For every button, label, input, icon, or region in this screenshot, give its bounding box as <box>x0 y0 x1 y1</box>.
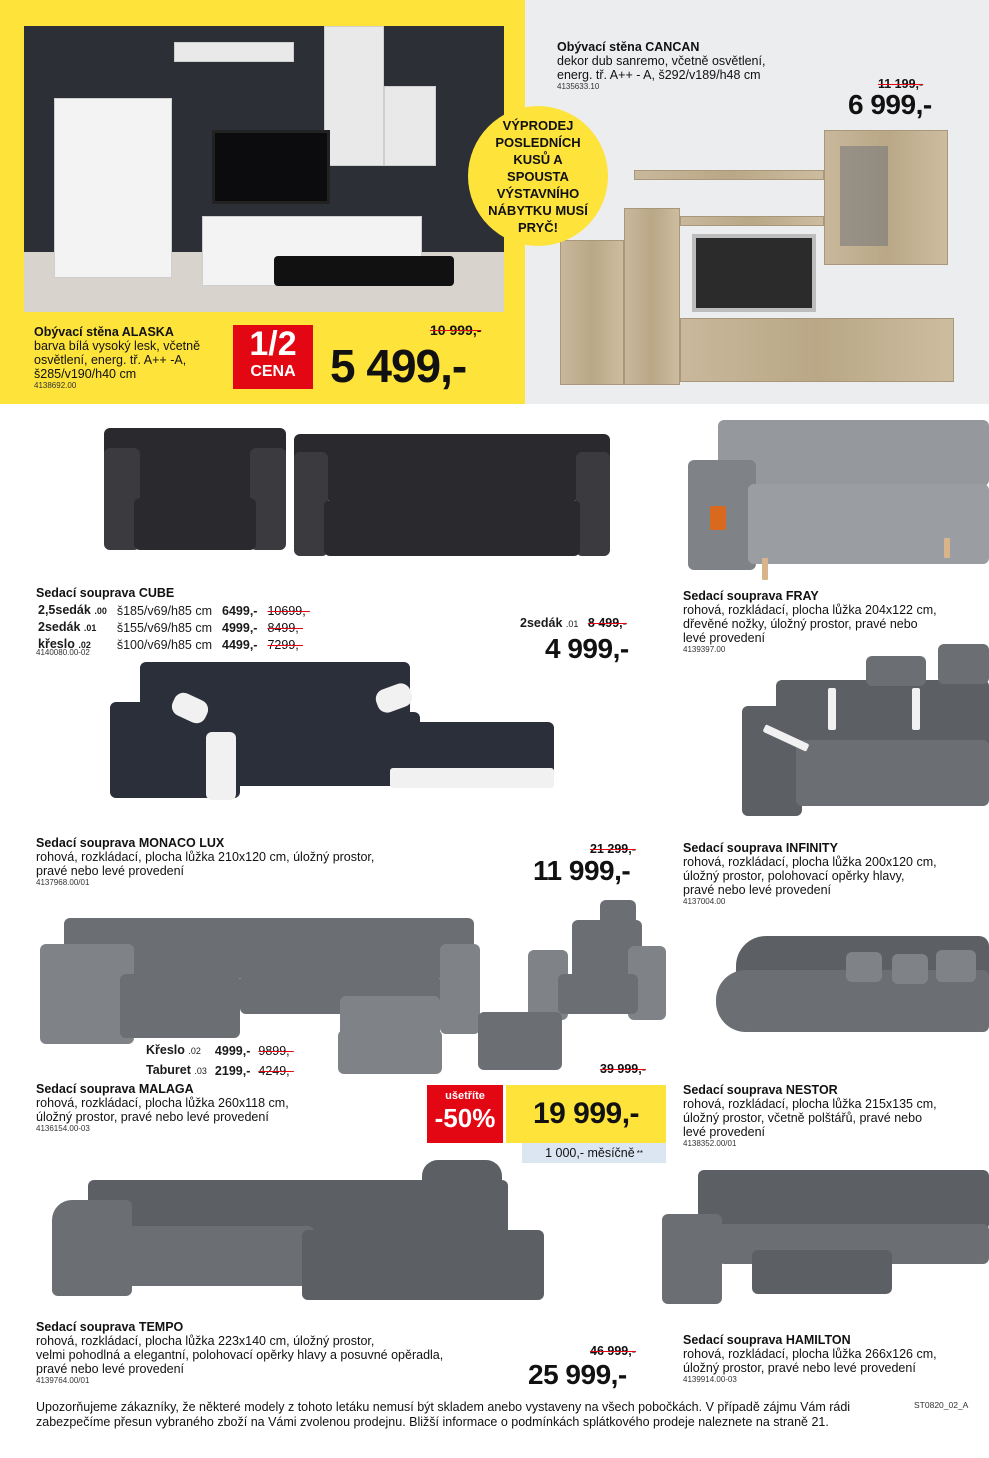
nestor-code: 4138352.00/01 <box>683 1139 737 1148</box>
malaga-price-box <box>506 1085 666 1143</box>
half-price-badge <box>233 325 313 389</box>
fray-title: Sedací souprava FRAY <box>683 589 819 603</box>
footer-line: Upozorňujeme zákazníky, že některé modely z tohoto letáku nemusí být skladem anebo vystaveny na všech pobočkách. V případě zájmu Vám rádi <box>36 1400 851 1414</box>
cancan-product-image <box>560 130 954 385</box>
tempo-code: 4139764.00/01 <box>36 1376 90 1385</box>
footer-disclaimer <box>36 1400 896 1430</box>
alaska-title: Obývací stěna ALASKA <box>34 325 174 339</box>
variant-name: křeslo <box>38 637 75 651</box>
table-row <box>146 1042 300 1060</box>
fray-sofa-image <box>688 420 989 590</box>
nestor-desc-line: rohová, rozkládací, plocha lůžka 215x135 cm, <box>683 1097 937 1111</box>
hamilton-desc-line: úložný prostor, pravé nebo levé provedení <box>683 1361 916 1375</box>
variant-dims: š185/v69/h85 cm <box>116 603 213 618</box>
extra-price: 2199,- <box>214 1063 251 1078</box>
variant-price: 4999,- <box>222 620 258 635</box>
discount-percent: -50% <box>434 1103 496 1133</box>
discount-label: ušetříte <box>445 1090 485 1102</box>
alaska-info <box>34 325 234 391</box>
malaga-info <box>36 1082 416 1134</box>
alaska-old-price: 10 999,- <box>430 322 482 338</box>
cube-armchair-image <box>104 428 286 558</box>
cube-old-price: 8 499,- <box>587 616 627 630</box>
extra-price: 4999,- <box>214 1043 251 1058</box>
variant-dims: š100/v69/h85 cm <box>116 637 213 652</box>
monaco-desc-line: pravé nebo levé provedení <box>36 864 185 878</box>
variant-name: 2sedák <box>38 620 81 634</box>
tempo-desc-line: rohová, rozkládací, plocha lůžka 223x140 cm, úložný prostor, <box>36 1334 375 1348</box>
infinity-title: Sedací souprava INFINITY <box>683 841 838 855</box>
fray-desc-line: rohová, rozkládací, plocha lůžka 204x122 cm, <box>683 603 937 617</box>
table-row <box>146 1062 300 1080</box>
cube-offer-label <box>520 616 627 630</box>
extra-old-price: 4249,- <box>258 1063 294 1078</box>
monthly-amount: 1 000,- měsíčně <box>545 1146 635 1160</box>
monaco-sofa-image <box>110 662 554 812</box>
malaga-code: 4136154.00-03 <box>36 1124 90 1133</box>
page-reference: ST0820_02_A <box>914 1400 969 1410</box>
tempo-title: Sedací souprava TEMPO <box>36 1320 184 1334</box>
extra-name: Taburet <box>146 1063 191 1077</box>
clearance-burst <box>468 106 608 246</box>
nestor-desc-line: úložný prostor, včetně polštářů, pravé nebo <box>683 1111 923 1125</box>
malaga-armchair-image <box>528 900 666 1026</box>
tempo-old-price: 46 999,- <box>590 1344 636 1358</box>
extra-suffix: .03 <box>194 1066 207 1076</box>
fray-desc-line: levé provedení <box>683 631 766 645</box>
malaga-old-price: 39 999,- <box>600 1062 646 1076</box>
malaga-desc-line: rohová, rozkládací, plocha lůžka 260x118 cm, <box>36 1096 289 1110</box>
cancan-desc-line: energ. tř. A++ - A, š292/v189/h48 cm <box>557 68 761 82</box>
cancan-code: 4135633.10 <box>557 82 600 91</box>
half-price-fraction: 1/2 <box>249 325 297 363</box>
nestor-title: Sedací souprava NESTOR <box>683 1083 838 1097</box>
alaska-desc-line: š285/v190/h40 cm <box>34 367 137 381</box>
cube-price: 4 999,- <box>545 633 629 664</box>
variant-old-price: 8499,- <box>267 620 303 635</box>
infinity-sofa-image <box>742 640 989 824</box>
cancan-info <box>557 40 817 92</box>
variant-old-price: 10699,- <box>267 603 310 618</box>
monaco-price: 11 999,- <box>533 855 631 886</box>
cube-variants-table <box>36 601 320 654</box>
infinity-info <box>683 841 983 907</box>
alaska-product-image <box>24 26 504 312</box>
monaco-info <box>36 836 436 888</box>
alaska-price: 5 499,- <box>330 340 467 392</box>
fray-desc-line: dřevěné nožky, úložný prostor, pravé nebo <box>683 617 918 631</box>
monaco-old-price: 21 299,- <box>590 842 636 856</box>
tempo-info <box>36 1320 496 1386</box>
monaco-desc-line: rohová, rozkládací, plocha lůžka 210x120 cm, úložný prostor, <box>36 850 375 864</box>
half-price-word: CENA <box>250 363 296 380</box>
cancan-desc-line: dekor dub sanremo, včetně osvětlení, <box>557 54 766 68</box>
discount-badge <box>427 1085 503 1143</box>
extra-name: Křeslo <box>146 1043 185 1057</box>
footer-line: zabezpečíme přesun vybraného zboží na Vámi zvolenou prodejnu. Bližší informace o podmínkách splátkového prodeje naleznete na straně 21. <box>36 1415 829 1429</box>
clearance-text: VÝPRODEJ POSLEDNÍCH KUSŮ A SPOUSTA VÝSTAVNÍHO NÁBYTKU MUSÍ PRYČ! <box>488 117 588 235</box>
variant-old-price: 7299,- <box>267 637 303 652</box>
variant-suffix: .00 <box>94 606 107 616</box>
table-row <box>38 620 318 635</box>
cube-code: 4140080.00-02 <box>36 648 90 657</box>
variant-price: 4499,- <box>222 637 258 652</box>
monaco-title: Sedací souprava MONACO LUX <box>36 836 225 850</box>
cube-sofa-image <box>294 434 610 564</box>
infinity-code: 4137004.00 <box>683 897 726 906</box>
monthly-footnote-mark: ** <box>636 1148 643 1158</box>
tempo-sofa-image <box>52 1160 544 1320</box>
hamilton-desc-line: rohová, rozkládací, plocha lůžka 266x126 cm, <box>683 1347 937 1361</box>
tempo-desc-line: velmi pohodlná a elegantní, polohovací opěrky hlavy a posuvné opěradla, <box>36 1348 444 1362</box>
table-row <box>38 603 318 618</box>
malaga-title: Sedací souprava MALAGA <box>36 1082 194 1096</box>
tempo-price: 25 999,- <box>528 1359 627 1390</box>
cancan-old-price: 11 199,- <box>878 77 924 91</box>
tempo-desc-line: pravé nebo levé provedení <box>36 1362 185 1376</box>
hamilton-sofa-image <box>662 1170 989 1320</box>
nestor-sofa-image <box>716 930 989 1060</box>
infinity-desc-line: pravé nebo levé provedení <box>683 883 832 897</box>
variant-suffix: .01 <box>83 623 97 633</box>
variant-suffix: .02 <box>78 640 91 650</box>
alaska-desc-line: barva bílá vysoký lesk, včetně <box>34 339 201 353</box>
malaga-desc-line: úložný prostor, pravé nebo levé provedení <box>36 1110 269 1124</box>
infinity-desc-line: úložný prostor, polohovací opěrky hlavy, <box>683 869 905 883</box>
extra-suffix: .02 <box>188 1046 201 1056</box>
malaga-price: 19 999,- <box>532 1097 640 1130</box>
cube-offer-suffix: .01 <box>565 619 579 629</box>
cancan-price: 6 999,- <box>848 89 932 120</box>
hamilton-title: Sedací souprava HAMILTON <box>683 1333 851 1347</box>
variant-price: 6499,- <box>222 603 258 618</box>
variant-dims: š155/v69/h85 cm <box>116 620 213 635</box>
monaco-code: 4137968.00/01 <box>36 878 90 887</box>
fray-code: 4139397.00 <box>683 645 726 654</box>
malaga-extras-table <box>144 1040 302 1082</box>
nestor-desc-line: levé provedení <box>683 1125 766 1139</box>
alaska-desc-line: osvětlení, energ. tř. A++ -A, <box>34 353 187 367</box>
hamilton-code: 4139914.00-03 <box>683 1375 737 1384</box>
cube-offer-name: 2sedák <box>520 616 563 630</box>
variant-name: 2,5sedák <box>38 603 91 617</box>
alaska-code: 4138692.00 <box>34 381 77 390</box>
cancan-title: Obývací stěna CANCAN <box>557 40 700 54</box>
infinity-desc-line: rohová, rozkládací, plocha lůžka 200x120 cm, <box>683 855 937 869</box>
nestor-info <box>683 1083 983 1149</box>
malaga-footstool-image <box>478 1012 562 1082</box>
extra-old-price: 9899,- <box>258 1043 294 1058</box>
cube-title: Sedací souprava CUBE <box>36 586 175 600</box>
hamilton-info <box>683 1333 983 1385</box>
